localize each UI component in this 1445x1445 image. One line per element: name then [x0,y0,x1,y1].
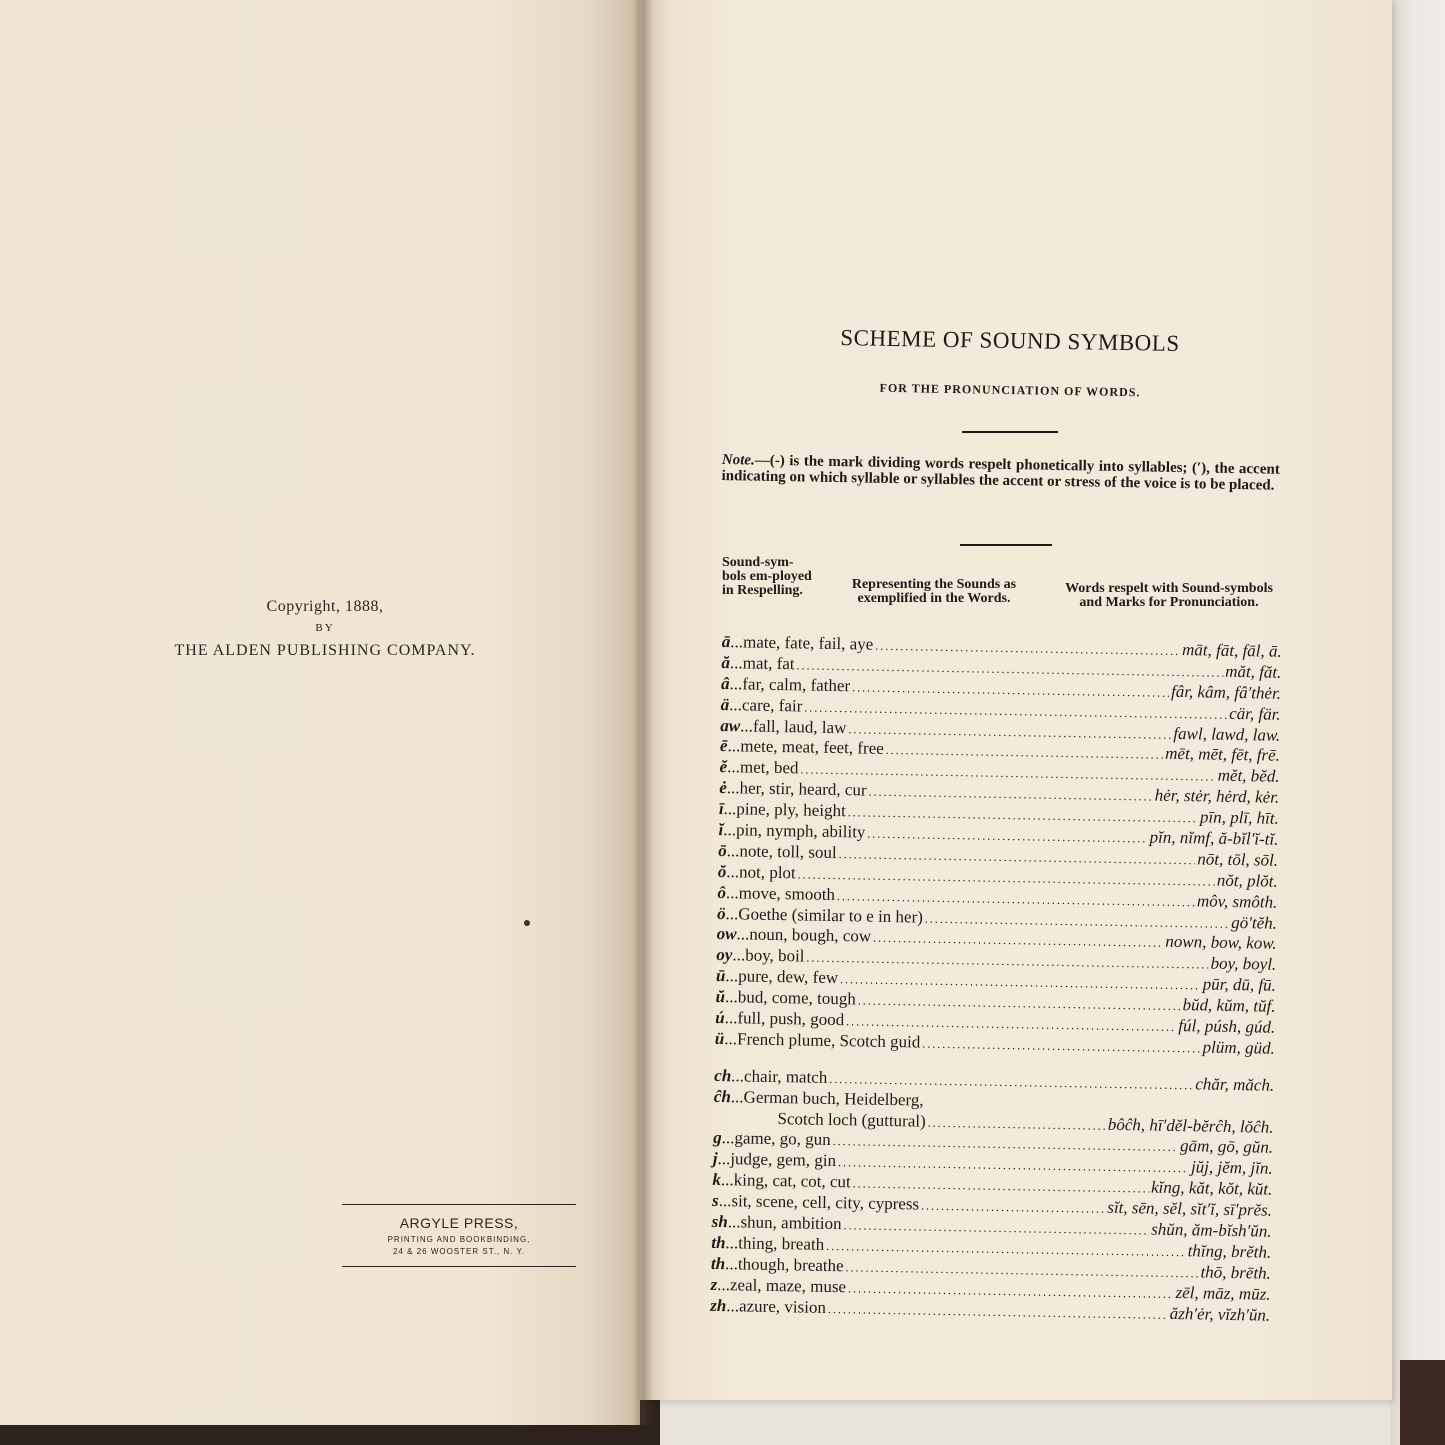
leader-dots: ... [723,820,737,840]
sound-symbol: ô [717,882,727,902]
leader-dots: ... [729,653,743,673]
respelling: pūr, dū, fū. [1202,974,1277,995]
sound-symbol: ö [716,903,726,923]
copyright-line: Copyright, 1888, [266,598,384,615]
leader-dots: ... [725,1253,739,1274]
respelling: gām, gō, gŭn. [1179,1136,1274,1158]
respelling: shŭn, ăm-bĭsh′ŭn. [1151,1219,1272,1241]
leader-dots: ... [717,1274,731,1294]
example-words: pine, ply, height [736,799,846,821]
sound-symbol: ú [715,1007,725,1028]
example-words: full, push, good [737,1008,845,1030]
press-address: 24 & 26 WOOSTER ST., N. Y. [393,1247,525,1256]
respelling: bôĉh, hī′dĕl-bĕrĉh, lŏĉh. [1107,1114,1274,1137]
leader-dots: ... [730,632,744,652]
sound-symbol: s [711,1191,719,1211]
page-title: SCHEME OF SOUND SYMBOLS [840,325,1180,356]
example-words: azure, vision [738,1296,827,1317]
respelling: boy, boyl. [1210,953,1277,975]
copyright-by: BY [315,622,335,634]
example-words: mate, fate, fail, aye [742,632,874,654]
leader-dots: ... [725,966,739,986]
note-text: —(-) is the mark dividing words respelt phonetically into syllables; (′), the accent indicating on which syllable or syllables the accent or stress of the voice is to be placed. [721,452,1280,494]
respelling: fâr, kâm, fâ′thėr. [1170,681,1282,703]
example-words: thing, breath [738,1233,825,1254]
copyright-block [80,598,570,660]
respelling: ăzh′ėr, vĭzh′ŭn. [1169,1303,1271,1325]
sound-symbol: ĕ [719,757,728,777]
example-words: boy, boil [744,945,805,966]
leader-dots: ... [732,945,746,965]
example-words: pure, dew, few [738,966,839,988]
sound-symbol: ā [721,632,731,652]
respelling: hėr, stėr, hėrd, kėr. [1154,785,1280,807]
example-words: bud, come, tough [737,987,857,1009]
respelling: māt, fāt, fāl, ā. [1181,640,1282,661]
sound-symbol: k [712,1170,722,1190]
leader-dots [928,1111,1106,1134]
example-words: mete, meat, feet, free [740,736,884,759]
example-words: move, smooth [738,883,836,904]
leader-dots: ... [726,778,740,798]
sound-symbol: ch [714,1065,732,1086]
sound-symbol: ĭ [718,819,724,840]
leader-dots: ... [725,882,739,903]
example-words: Goethe (similar to e in her) [738,903,924,927]
column-header-sounds: Representing the Sounds as exemplified in the Words. [851,577,1017,606]
leader-dots: ... [729,673,743,694]
leader-dots: ... [726,841,740,861]
example-words: mat, fat [742,653,795,674]
respelling: fúl, púsh, gúd. [1178,1016,1276,1037]
respelling: măt, făt. [1225,661,1282,682]
leader-dots: ... [729,694,743,715]
respelling: chăr, măch. [1195,1074,1275,1095]
respelling: môv, smôth. [1196,891,1278,912]
sound-symbol: ė [719,778,727,798]
example-words: shun, ambition [740,1212,842,1234]
sound-symbol: ŭ [715,987,726,1007]
respelling: zēl, māz, mūz. [1175,1282,1271,1304]
divider-rule [960,544,1052,546]
press-service: PRINTING AND BOOKBINDING, [387,1235,531,1244]
leader-dots: ... [724,1029,738,1049]
example-words: chair, match [743,1066,828,1087]
sound-symbol: ü [714,1028,725,1049]
respelling: plüm, güd. [1202,1037,1275,1058]
divider-rule [962,431,1058,433]
example-words: far, calm, father [742,674,851,696]
respelling: gö′tĕh. [1231,912,1278,933]
leader-dots: ... [720,1170,734,1190]
example-words: her, stir, heard, cur [739,778,867,800]
example-words: though, breathe [737,1254,844,1276]
leader-dots: ... [725,1233,739,1253]
sound-symbol: th [711,1232,726,1253]
imprint-rule-bottom [342,1266,576,1267]
leader-dots: ... [726,861,740,882]
example-words: fall, laud, law [752,716,847,737]
example-words: German buch, Heidelberg, [743,1087,924,1110]
sound-symbol: j [712,1149,718,1169]
sound-symbol: ä [720,694,730,714]
symbol-table [710,632,1282,1326]
press-name: ARGYLE PRESS, [399,1215,519,1231]
respelling: pĭn, nĭmf, ă-bĭl′ĭ-tĭ. [1149,827,1279,849]
sound-symbol: ŏ [717,861,727,881]
respelling: thĭng, brĕth. [1187,1241,1272,1262]
example-words: pin, nymph, ability [735,820,866,842]
sound-symbol: zh [710,1295,727,1315]
sound-symbol: z [710,1274,718,1294]
book-gutter [632,0,654,1425]
sound-symbol: ĉh [713,1086,732,1106]
leader-dots: ... [727,757,741,777]
leader-dots: ... [724,987,739,1007]
sound-symbol: ow [716,924,737,944]
leader-dots: ... [726,1295,740,1316]
example-words: zeal, maze, muse [729,1274,847,1296]
leader-dots: ... [731,1066,745,1086]
book-cover-corner [1400,1360,1445,1445]
example-words: game, go, gun [734,1128,831,1150]
example-words: Scotch loch (guttural) [777,1108,926,1131]
sound-symbol: ē [719,736,728,756]
respelling: pīn, plī, hīt. [1199,807,1279,828]
note-label: Note. [721,452,755,469]
example-words: sit, scene, cell, city, cypress [731,1191,920,1214]
leader-dots: ... [717,1149,731,1169]
respelling: fawl, lawd, law. [1173,723,1281,745]
leader-dots: ... [730,1086,744,1107]
sound-symbol: aw [720,715,741,735]
leader-dots: ... [724,1008,738,1028]
sound-symbol: â [720,673,730,693]
respelling: nōt, tōl, sōl. [1197,849,1279,870]
example-words: not, plot [738,862,796,883]
leader-dots: ... [721,1128,735,1148]
press-imprint [342,1204,576,1267]
column-header-symbols: Sound-sym-bols em-ployed in Respelling. [722,555,812,598]
respelling: cär, fär. [1229,703,1281,724]
leader-dots: ... [727,736,741,756]
example-words: king, cat, cot, cut [733,1170,851,1192]
example-words: met, bed [739,757,799,778]
example-words: note, toll, soul [739,841,837,862]
backdrop [1390,0,1445,1445]
leader-dots [922,1032,1201,1057]
leader-dots: ... [736,924,750,944]
example-words: noun, bough, cow [749,924,872,947]
column-header-respelt: Words respelt with Sound-symbols and Marks for Pronunciation. [1065,581,1273,610]
leader-dots: ... [740,715,754,736]
sound-symbol: sh [711,1211,728,1232]
leader-dots: ... [723,799,737,819]
sound-symbol: ă [721,652,731,673]
respelling: kĭng, kăt, kŏt, kŭt. [1150,1177,1273,1199]
respelling: mĕt, bĕd. [1217,766,1280,787]
imprint-rule-top [342,1204,576,1205]
leader-dots: ... [718,1191,732,1211]
respelling: mēt, mēt, fēt, frē. [1165,744,1281,766]
leader-dots: ... [727,1212,741,1232]
sound-symbol: g [713,1128,722,1148]
publisher-name: THE ALDEN PUBLISHING COMPANY. [174,642,476,659]
respelling: jŭj, jĕm, jĭn. [1190,1157,1273,1179]
sound-symbol: ū [715,966,726,986]
leader-dots [921,1195,1106,1218]
example-words: care, fair [741,695,803,716]
ink-spot [524,920,530,926]
respelling: bŭd, kŭm, tŭf. [1182,995,1276,1016]
example-words: French plume, Scotch guid [736,1029,921,1052]
sound-symbol: oy [716,945,733,965]
respelling: nown, bow, kow. [1165,932,1277,954]
page-subtitle: FOR THE PRONUNCIATION OF WORDS. [879,380,1141,400]
respelling: thō, brēth. [1200,1262,1272,1283]
respelling: sĭt, sēn, sĕl, sĭt′ĭ, sī′prĕs. [1107,1197,1273,1220]
respelling: nŏt, plŏt. [1216,870,1278,891]
sound-symbol: ī [718,799,724,819]
leader-dots: ... [725,903,739,923]
example-words: judge, gem, gin [730,1149,837,1171]
sound-symbol: th [710,1253,726,1273]
sound-symbol: ō [718,840,727,861]
